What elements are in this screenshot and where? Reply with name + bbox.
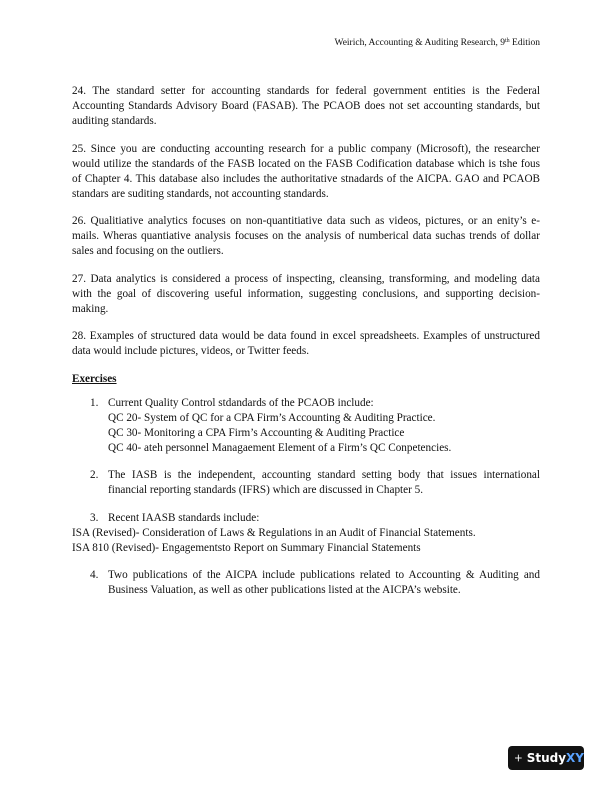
document-body <box>72 84 540 611</box>
exercise-text: Two publications of the AICPA include publications related to Accounting & Auditing and Business Valuation, as well as other publications listed at the AICPA’s website. <box>108 569 540 596</box>
exercise-item-3 <box>72 511 540 526</box>
exercise-text: The IASB is the independent, accounting standard setting body that issues international financial reporting standards (IFRS) which are discussed in Chapter 5. <box>108 469 540 496</box>
badge-brand <box>527 751 584 765</box>
page-header <box>335 37 541 49</box>
exercise-number: 3. <box>90 511 99 524</box>
exercise-number: 2. <box>90 469 99 481</box>
exercise-item-3-list <box>72 526 540 556</box>
exercises-heading: Exercises <box>72 372 117 385</box>
answer-paragraph-28: 28. Examples of structured data would be data found in excel spreadsheets. Examples of unstructured data would include pictures, videos, or Twitter feeds. <box>72 330 540 357</box>
header-suffix: Edition <box>509 38 540 48</box>
exercise-flush-line: ISA 810 (Revised)- Engagementsto Report on Summary Financial Statements <box>72 541 421 554</box>
exercise-number: 4. <box>90 569 99 581</box>
answer-paragraph-24: 24. The standard setter for accounting standards for federal government entities is the Federal Accounting Standards Advisory Board (FASAB). The PCAOB does not set accounting standards, but auditing standards. <box>72 85 540 127</box>
answer-paragraph-26: 26. Qualitiative analytics focuses on non-quantitiative data such as videos, pictures, or an enity’s e-mails. Wheras quantiative analysis focuses on the analysis of numberical data suchas trends of dollar sales and focusing on the outliers. <box>72 215 540 257</box>
exercise-item-1 <box>72 396 540 456</box>
exercise-subline: QC 20- System of QC for a CPA Firm’s Accounting & Auditing Practice. <box>108 411 436 424</box>
exercise-number: 1. <box>90 396 99 409</box>
exercise-flush-line: ISA (Revised)- Consideration of Laws & Regulations in an Audit of Financial Statements. <box>72 526 476 539</box>
exercise-subline: QC 30- Monitoring a CPA Firm’s Accounting & Auditing Practice <box>108 426 405 439</box>
header-text: Weirich, Accounting & Auditing Research, 9 <box>334 38 505 48</box>
header-superscript: th <box>504 38 510 44</box>
answer-paragraph-25: 25. Since you are conducting accounting research for a public company (Microsoft), the researcher would utilize the standards of the FASB located on the FASB Codification database which is tshe fous of Chapter 4. This database also includes the authoritative stnadards of the AICPA. GAO and PCAOB standars are suditing standards, not accounting standards. <box>72 142 540 200</box>
studyxy-badge[interactable] <box>508 746 584 770</box>
badge-brand-accent: XY <box>566 751 584 765</box>
exercise-item-2 <box>72 468 540 498</box>
badge-brand-text: Study <box>526 751 567 765</box>
exercise-subline: QC 40- ateh personnel Managaement Element of a Firm’s QC Conpetencies. <box>108 441 452 454</box>
exercise-text: Recent IAASB standards include: <box>108 511 260 524</box>
plus-icon <box>515 752 522 764</box>
exercise-item-4 <box>72 568 540 598</box>
answer-paragraph-27: 27. Data analytics is considered a process of inspecting, cleansing, transforming, and modeling data with the goal of discovering useful information, suggesting conclusions, and supporting decision-making. <box>72 272 540 315</box>
exercise-text: Current Quality Control stdandards of the PCAOB include: <box>108 396 374 409</box>
